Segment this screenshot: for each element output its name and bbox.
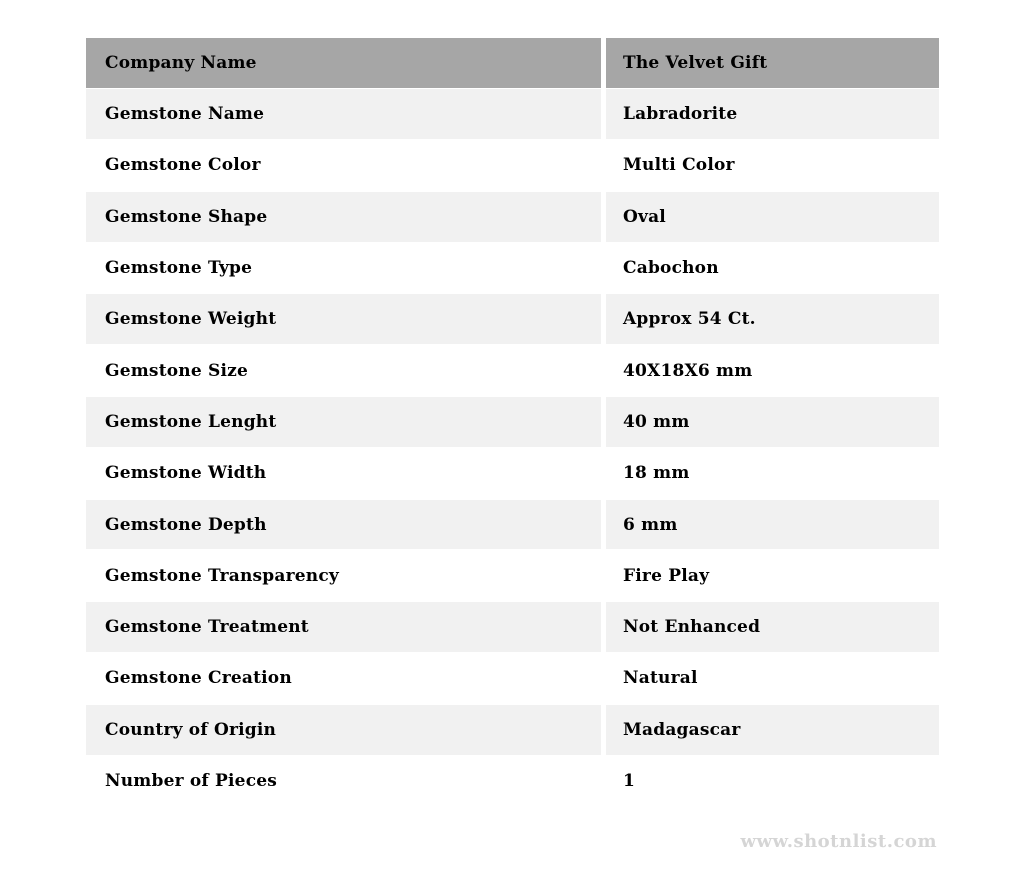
spec-row-value: Labradorite	[606, 89, 939, 139]
table-header-value: The Velvet Gift	[606, 38, 939, 88]
spec-row-label: Gemstone Weight	[86, 294, 601, 344]
spec-row-label: Gemstone Transparency	[86, 551, 601, 601]
spec-row-label: Gemstone Creation	[86, 654, 601, 704]
spec-row-label: Gemstone Type	[86, 243, 601, 293]
spec-row-label: Gemstone Color	[86, 141, 601, 191]
spec-row-label: Gemstone Lenght	[86, 397, 601, 447]
spec-row-value: 40X18X6 mm	[606, 346, 939, 396]
spec-row-value: 40 mm	[606, 397, 939, 447]
spec-row-value: 6 mm	[606, 500, 939, 550]
gemstone-spec-table	[86, 38, 939, 806]
spec-row-label: Gemstone Name	[86, 89, 601, 139]
spec-row-label: Gemstone Treatment	[86, 602, 601, 652]
table-header-label: Company Name	[86, 38, 601, 88]
spec-row-value: Natural	[606, 654, 939, 704]
spec-row-value: Not Enhanced	[606, 602, 939, 652]
spec-row-value: Oval	[606, 192, 939, 242]
spec-row-label: Gemstone Width	[86, 448, 601, 498]
watermark: www.shotnlist.com	[740, 831, 937, 852]
spec-row-value: Madagascar	[606, 705, 939, 755]
spec-row-value: Fire Play	[606, 551, 939, 601]
spec-row-value: 18 mm	[606, 448, 939, 498]
spec-row-value: Approx 54 Ct.	[606, 294, 939, 344]
spec-row-label: Gemstone Depth	[86, 500, 601, 550]
spec-row-value: 1	[606, 756, 939, 806]
spec-row-value: Multi Color	[606, 141, 939, 191]
spec-row-label: Gemstone Size	[86, 346, 601, 396]
spec-row-label: Number of Pieces	[86, 756, 601, 806]
spec-row-label: Country of Origin	[86, 705, 601, 755]
spec-row-label: Gemstone Shape	[86, 192, 601, 242]
spec-row-value: Cabochon	[606, 243, 939, 293]
